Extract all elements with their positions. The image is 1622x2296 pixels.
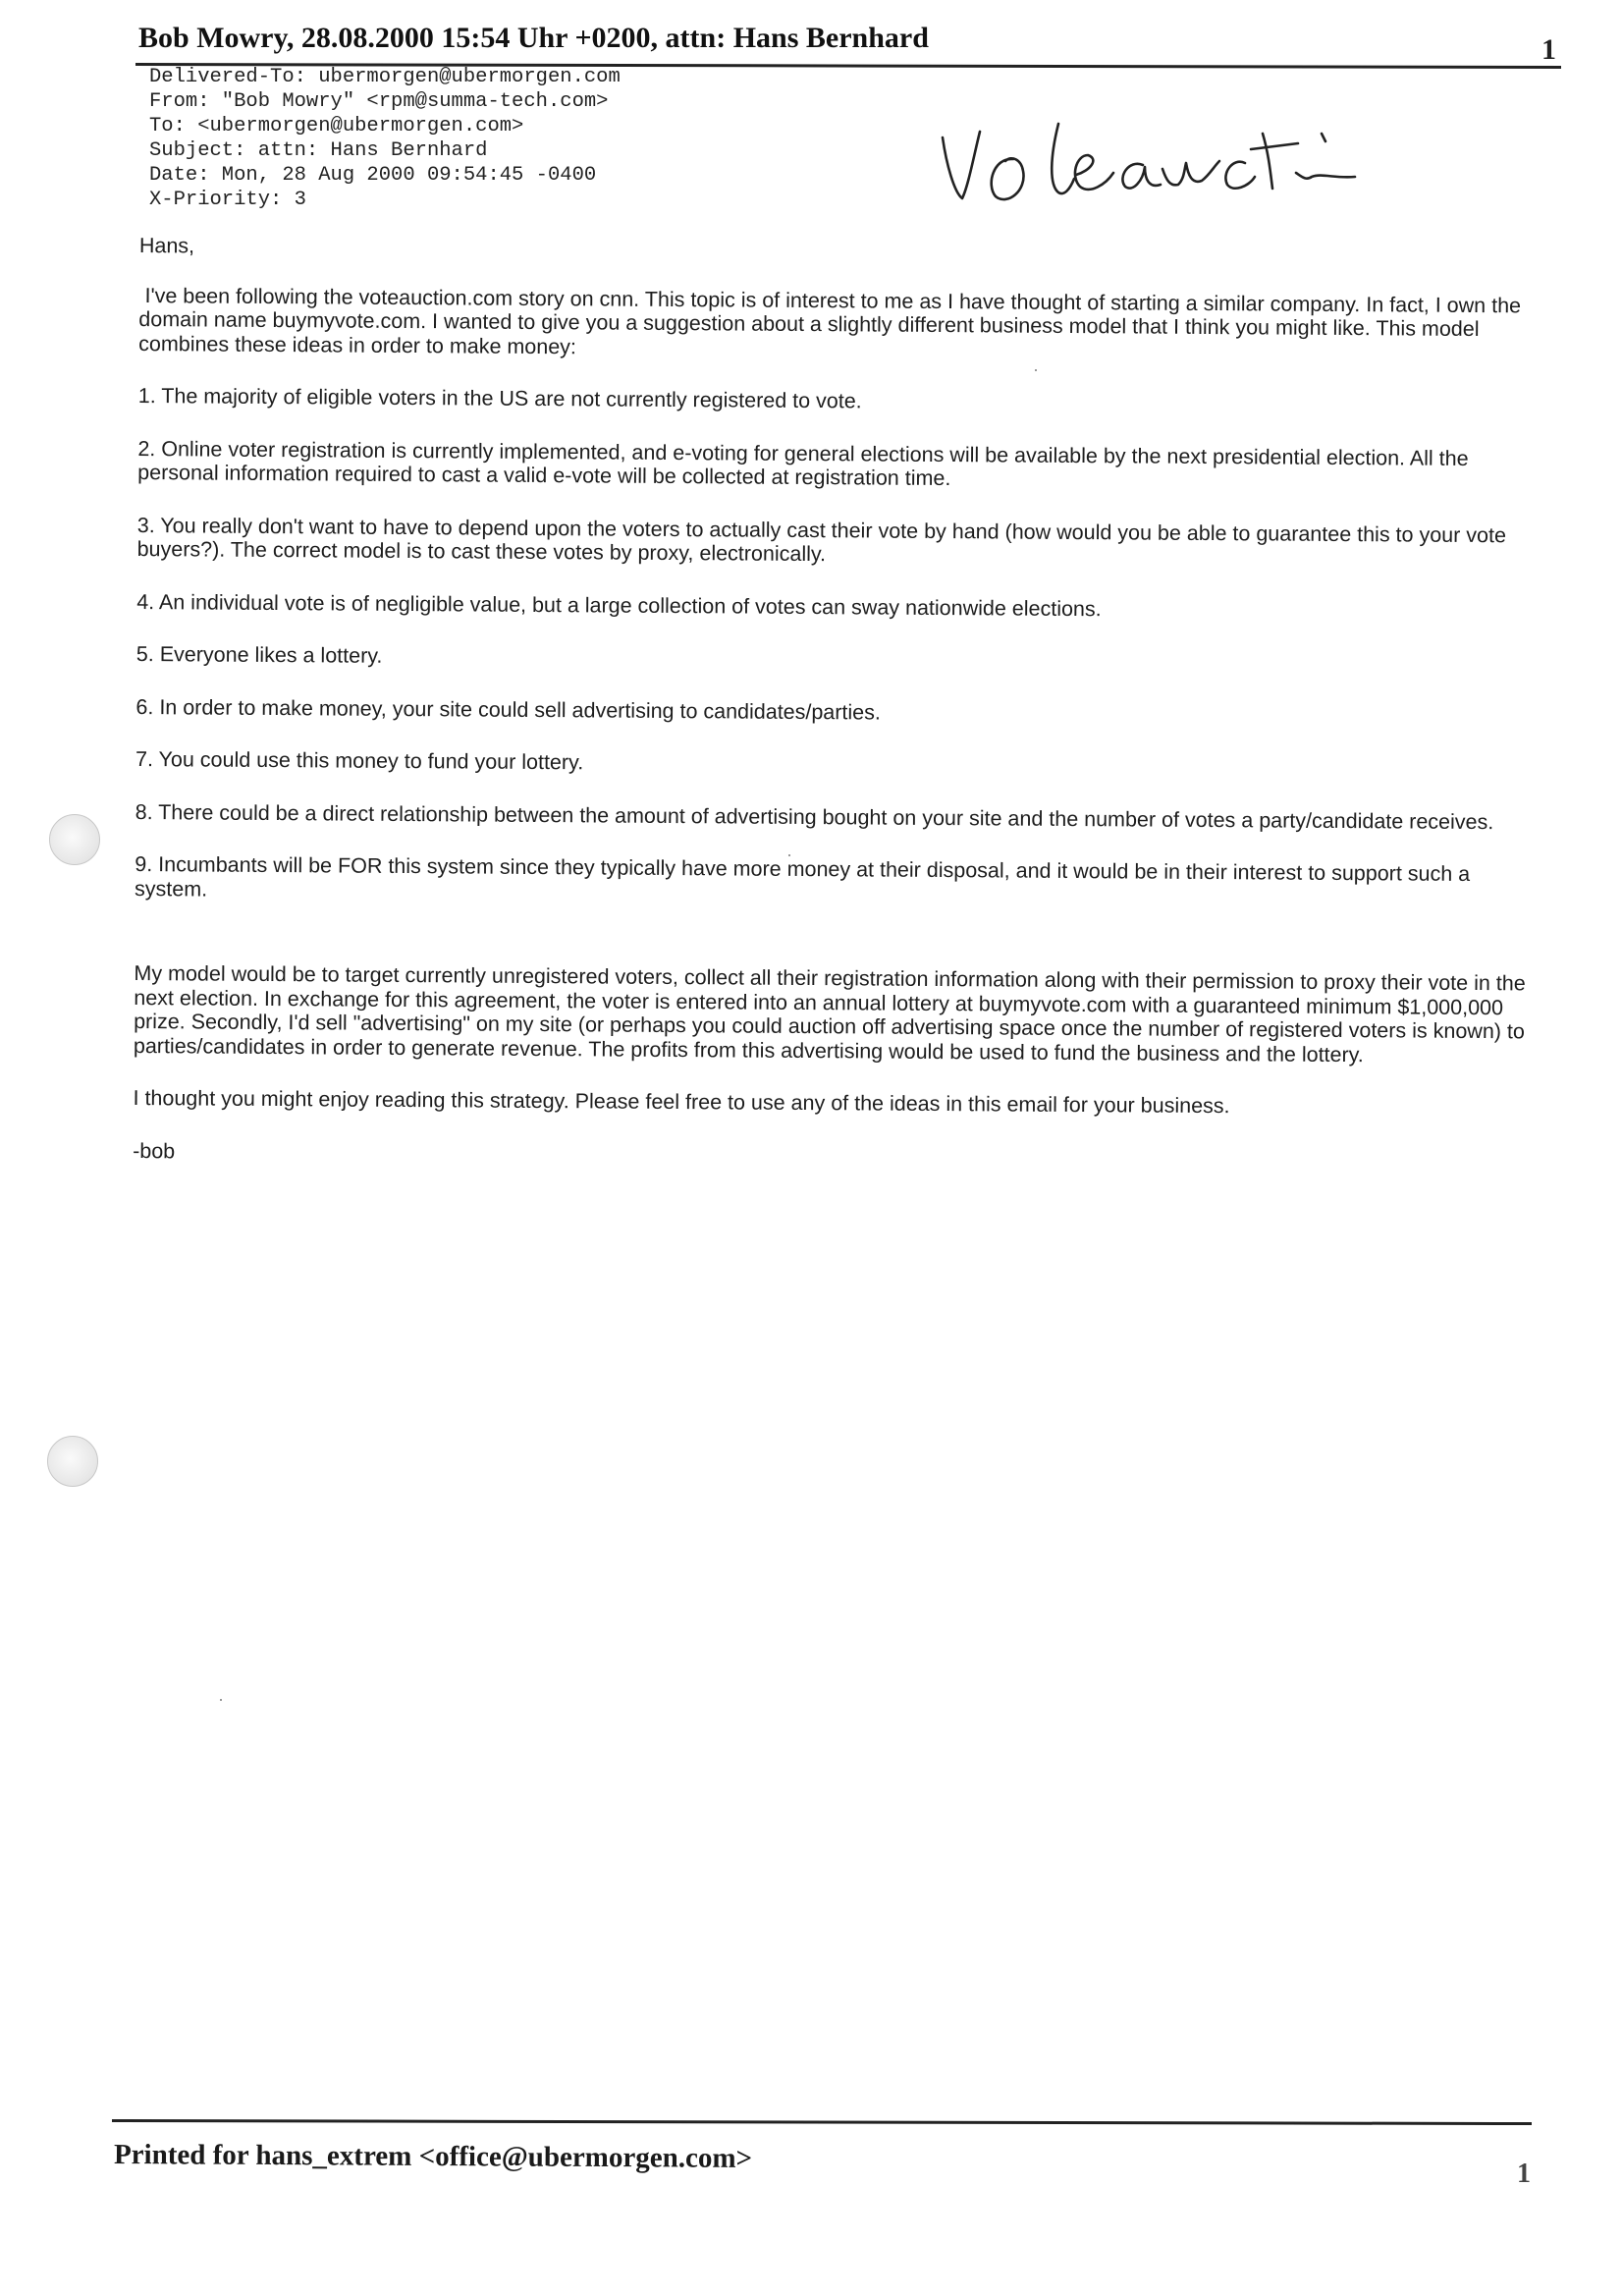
- punch-hole-bottom: [47, 1436, 98, 1487]
- header-delivered-to: Delivered-To: ubermorgen@ubermorgen.com: [149, 66, 621, 88]
- header-subject: Subject: attn: Hans Bernhard: [149, 139, 488, 162]
- greeting: Hans,: [138, 234, 195, 258]
- numbered-point: 4. An individual vote is of negligible value, but a large collection of votes can sway nationwide elections.: [136, 589, 1102, 621]
- numbered-point: 9. Incumbants will be FOR this system since they typically have more money at their disposal, and it would be in their interest to support such a system.: [135, 851, 1471, 902]
- email-headers: [149, 65, 621, 212]
- header-to: To: <ubermorgen@ubermorgen.com>: [149, 115, 524, 137]
- numbered-point: 8. There could be a direct relationship between the amount of advertising bought on your site and the number of votes a party/candidate receives.: [135, 799, 1494, 834]
- scan-speck: [220, 1699, 222, 1701]
- email-body: [133, 234, 1543, 1173]
- intro-paragraph: I've been following the voteauction.com story on cnn. This topic is of interest to me as I have thought of starting a similar company. In fact, I own the domain name buymyvote.com. I wanted to give you a suggestion about a slightly different business model that I think you might like. This model combines these ideas in order to make money:: [138, 283, 1522, 358]
- handwritten-note: [933, 116, 1384, 214]
- signature: -bob: [133, 1138, 176, 1163]
- punch-hole-top: [49, 814, 100, 865]
- page-header-title: Bob Mowry, 28.08.2000 15:54 Uhr +0200, attn: Hans Bernhard: [138, 22, 929, 54]
- numbered-point: 3. You really don't want to have to depend upon the voters to actually cast their vote by hand (how would you be able to guarantee this to your vote buyers?). The correct model is to cast these votes by proxy, electronically.: [136, 513, 1507, 567]
- footer-page-number: 1: [1517, 2159, 1531, 2189]
- header-priority: X-Priority: 3: [149, 189, 306, 211]
- header-from: From: "Bob Mowry" <rpm@summa-tech.com>: [149, 90, 609, 113]
- closing-paragraph: I thought you might enjoy reading this strategy. Please feel free to use any of the ideas in this email for your business.: [133, 1085, 1230, 1119]
- footer-divider: [112, 2119, 1532, 2125]
- footer-printed-for: Printed for hans_extrem <office@ubermorgen.com>: [113, 2139, 753, 2174]
- model-paragraph: My model would be to target currently unregistered voters, collect all their registration information along with their permission to proxy their vote in the next election. In exchange for this agreement, the voter is entered into an annual lottery at buymyvote.com with a guaranteed minimum $1,000,000 prize. Secondly, I'd sell "advertising" on my site (or perhaps you could auction off advertising space once the number of registered voters is known) to parties/candidates in order to generate revenue. The profits from this advertising would be used to fund the business and the lottery.: [133, 960, 1526, 1066]
- numbered-point: 7. You could use this money to fund your lottery.: [135, 746, 584, 775]
- numbered-point: 2. Online voter registration is currently implemented, and e-voting for general elections will be available by the next presidential election. All the personal information required to cast a valid e-vote will be collected at registration time.: [137, 436, 1469, 491]
- header-page-number: 1: [1541, 33, 1556, 66]
- header-date: Date: Mon, 28 Aug 2000 09:54:45 -0400: [149, 164, 597, 187]
- numbered-point: 6. In order to make money, your site could sell advertising to candidates/parties.: [135, 694, 882, 725]
- numbered-point: 5. Everyone likes a lottery.: [135, 641, 383, 668]
- numbered-point: 1. The majority of eligible voters in the US are not currently registered to vote.: [137, 383, 862, 413]
